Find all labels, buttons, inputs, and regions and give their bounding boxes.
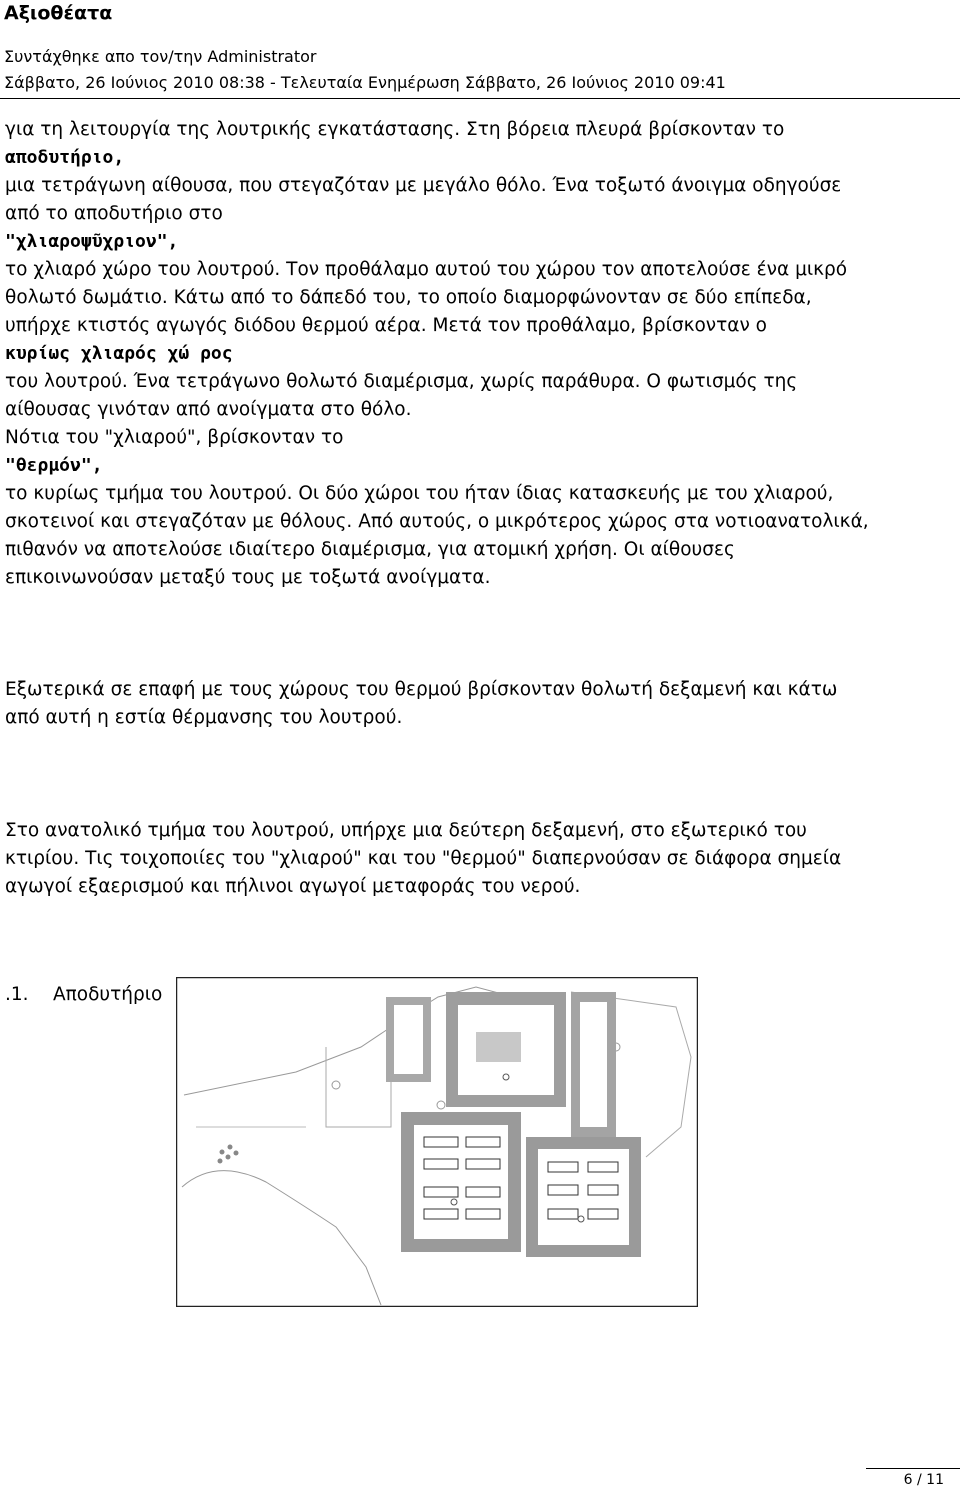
paragraph-east-section <box>5 817 955 901</box>
term-chliaropsychrion: "χλιαροψῦχριον", <box>5 231 179 252</box>
floor-plan-image <box>176 977 698 1307</box>
body-text <box>5 116 955 592</box>
body-line: από αυτή η εστία θέρμανσης του λουτρού. <box>5 707 403 728</box>
figure-number: .1. <box>5 984 29 1005</box>
figure-caption <box>5 984 162 1005</box>
term-apodytirio: αποδυτήριο, <box>5 147 125 168</box>
body-line: μια τετράγωνη αίθουσα, που στεγαζόταν με μεγάλο θόλο. Ένα τοξωτό άνοιγμα οδηγούσε <box>5 175 842 196</box>
body-line: Στο ανατολικό τμήμα του λουτρού, υπήρχε μια δεύτερη δεξαμενή, στο εξωτερικό του <box>5 820 807 841</box>
body-line: Εξωτερικά σε επαφή με τους χώρους του θερμού βρίσκονταν θολωτή δεξαμενή και κάτω <box>5 679 838 700</box>
term-kyrios-chliaros: κυρίως χλιαρός χώ ρος <box>5 343 233 364</box>
body-line: αγωγοί εξαερισμού και πήλινοι αγωγοί μεταφοράς του νερού. <box>5 876 581 897</box>
body-line: το χλιαρό χώρο του λουτρού. Τον προθάλαμο αυτού του χώρου τον αποτελούσε ένα μικρό <box>5 259 848 280</box>
body-line: για τη λειτουργία της λουτρικής εγκατάστασης. Στη βόρεια πλευρά βρίσκονταν το <box>5 119 785 140</box>
body-line: σκοτεινοί και στεγαζόταν με θόλους. Από αυτούς, ο μικρότερος χώρος στα νοτιοανατολικά, <box>5 511 869 532</box>
body-line: από το αποδυτήριο στο <box>5 203 223 224</box>
body-line: υπήρχε κτιστός αγωγός διόδου θερμού αέρα. Μετά τον προθάλαμο, βρίσκονταν ο <box>5 315 767 336</box>
figure-label: Αποδυτήριο <box>53 984 163 1005</box>
page-title: Αξιοθέατα <box>4 2 113 24</box>
footer-divider <box>866 1468 960 1469</box>
page-number: 6 / 11 <box>903 1472 944 1488</box>
date-line: Σάββατο, 26 Ιούνιος 2010 08:38 - Τελευταία Ενημέρωση Σάββατο, 26 Ιούνιος 2010 09:41 <box>4 73 726 92</box>
paragraph-exterior-tank <box>5 676 955 732</box>
body-line: το κυρίως τμήμα του λουτρού. Οι δύο χώροι του ήταν ίδιας κατασκευής με του χλιαρού, <box>5 483 834 504</box>
body-line: Νότια του "χλιαρού", βρίσκονταν το <box>5 427 344 448</box>
body-line: επικοινωνούσαν μεταξύ τους με τοξωτά ανοίγματα. <box>5 567 491 588</box>
body-line: πιθανόν να αποτελούσε ιδιαίτερο διαμέρισμα, για ατομική χρήση. Οι αίθουσες <box>5 539 735 560</box>
term-thermon: "θερμόν", <box>5 455 103 476</box>
body-line: αίθουσας γινόταν από ανοίγματα στο θόλο. <box>5 399 412 420</box>
body-line: κτιρίου. Τις τοιχοποιίες του "χλιαρού" και του "θερμού" διαπερνούσαν σε διάφορα σημεία <box>5 848 842 869</box>
body-line: του λουτρού. Ένα τετράγωνο θολωτό διαμέρισμα, χωρίς παράθυρα. Ο φωτισμός της <box>5 371 798 392</box>
header-divider <box>0 98 960 99</box>
author-line: Συντάχθηκε απο τον/την Administrator <box>4 47 317 66</box>
body-line: θολωτό δωμάτιο. Κάτω από το δάπεδό του, το οποίο διαμορφώνονταν σε δύο επίπεδα, <box>5 287 812 308</box>
